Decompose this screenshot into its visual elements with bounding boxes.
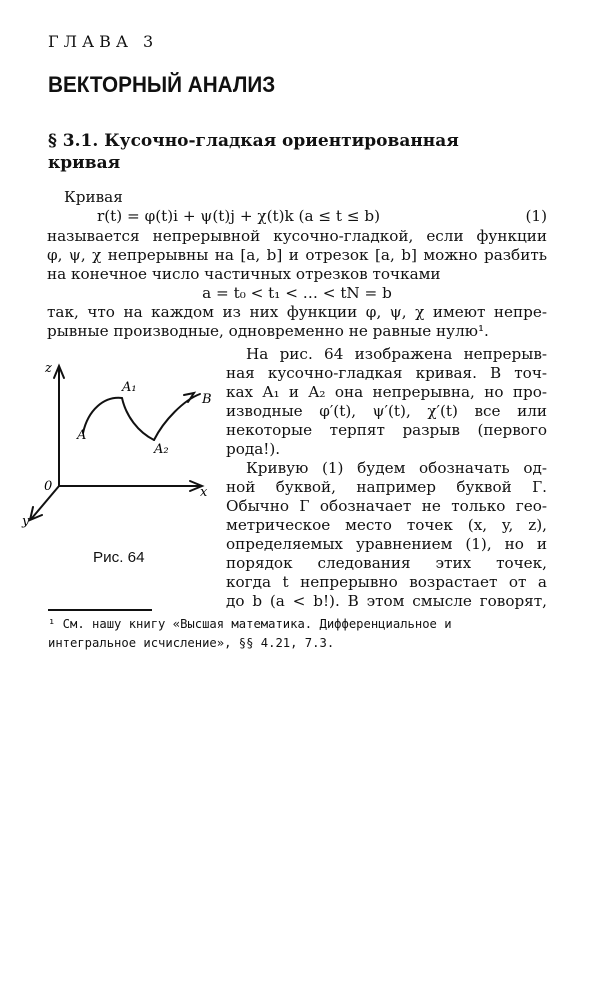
point-a-label: A [77, 428, 87, 443]
right-column-line-6: рода!). [226, 440, 281, 458]
point-a2-label: A₂ [154, 442, 169, 457]
z-axis-label: z [45, 361, 52, 376]
right-column-line-5: некоторые терпят разрыв (первого [226, 421, 547, 439]
equation-1-body: r(t) = φ(t)i + ψ(t)j + χ(t)k (a ≤ t ≤ b) [97, 207, 381, 225]
right-column-line-11: определяемых уравнением (1), но и [226, 535, 547, 553]
paragraph-1-line-1: называется непрерывной кусочно-гладкой, если функции [47, 227, 547, 245]
point-a1-label: A₁ [122, 380, 137, 395]
y-axis-label: y [22, 514, 30, 529]
footnote-line-1: ¹ См. нашу книгу «Высшая математика. Дифференциальное и [48, 617, 452, 631]
point-b-label: B [202, 392, 212, 407]
right-column-line-14: до b (a < b!). В этом смысле говорят, [226, 592, 547, 610]
x-axis-label: x [200, 485, 208, 500]
footnote-line-2: интегральное исчисление», §§ 4.21, 7.3. [48, 636, 335, 650]
equation-1 [97, 207, 547, 225]
footnote-rule [48, 609, 152, 611]
paragraph-1-line-3: на конечное число частичных отрезков точками [47, 265, 441, 283]
right-column-line-4: изводные φ′(t), ψ′(t), χ′(t) все или [226, 402, 547, 420]
right-column-line-8: ной буквой, например буквой Г. [226, 478, 547, 496]
right-column-line-1: На рис. 64 изображена непрерыв- [246, 345, 547, 363]
section-heading-line1: § 3.1. Кусочно-гладкая ориентированная [48, 131, 459, 151]
curve-segment-a-a1 [83, 398, 122, 433]
intro-text: Кривая [64, 188, 123, 206]
right-column-line-7: Кривую (1) будем обозначать од- [246, 459, 547, 477]
paragraph-1-line-2: φ, ψ, χ непрерывны на [a, b] и отрезок [a, b] можно разбить [47, 246, 547, 264]
equation-1-number: (1) [525, 207, 547, 225]
right-column-line-12: порядок следования этих точек, [226, 554, 547, 572]
figure-caption: Рис. 64 [93, 549, 145, 566]
chapter-label: ГЛАВА 3 [48, 32, 159, 51]
curve-segment-a1-a2 [122, 398, 154, 440]
section-heading [48, 130, 548, 174]
section-heading-line2: кривая [48, 153, 121, 173]
chapter-title: ВЕКТОРНЫЙ АНАЛИЗ [48, 72, 276, 97]
right-column-line-2: ная кусочно-гладкая кривая. В точ- [226, 364, 547, 382]
origin-label: 0 [44, 479, 53, 494]
equation-2: a = t₀ < t₁ < … < tN = b [202, 284, 392, 302]
right-column-line-10: метрическое место точек (x, y, z), [226, 516, 547, 534]
right-column-line-3: ках A₁ и A₂ она непрерывна, но про- [226, 383, 547, 401]
right-column-line-9: Обычно Г обозначает не только гео- [226, 497, 547, 515]
paragraph-1-line-4: так, что на каждом из них функции φ, ψ, χ имеют непре- [47, 303, 547, 321]
paragraph-1-line-5: рывные производные, одновременно не равные нулю¹. [47, 322, 489, 340]
right-column-line-13: когда t непрерывно возрастает от a [226, 573, 547, 591]
figure-64-curve-diagram [16, 358, 226, 538]
curve-segment-a2-b [154, 394, 200, 440]
